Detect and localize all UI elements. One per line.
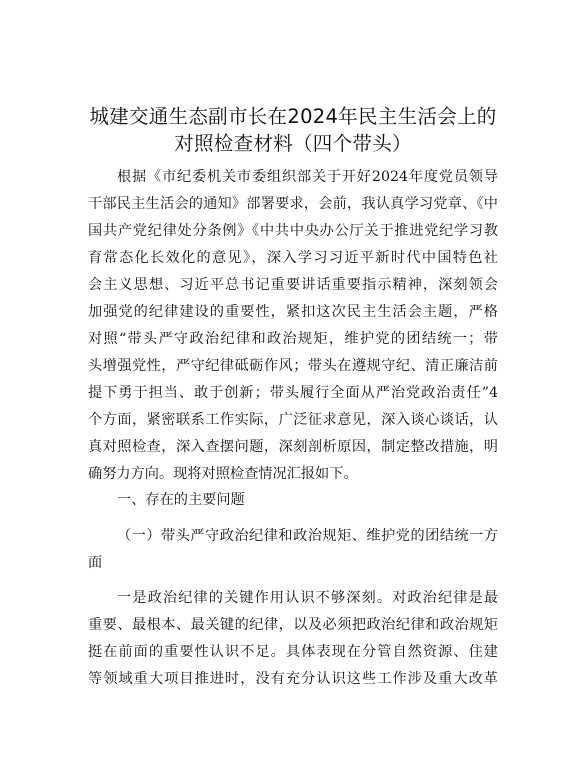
paragraph-2-line: 一是政治纪律的关键作用认识不够深刻。对政治纪律是最 [117, 590, 498, 606]
intro-line: 加强党的纪律建设的重要性，紧扣这次民主生活会主题，严格 [88, 304, 498, 320]
intro-line: 会主义思想、习近平总书记重要讲话重要指示精神，深刻领会 [88, 277, 498, 293]
intro-line: 国共产党纪律处分条例》《中共中央办公厅关于推进党纪学习教 [88, 223, 498, 239]
paragraph-2-line: 等领域重大项目推进时，没有充分认识这些工作涉及重大改革 [88, 671, 498, 687]
intro-line: 育常态化长效化的意见》，深入学习习近平新时代中国特色社 [88, 250, 498, 266]
intro-line: 干部民主生活会的通知》部署要求，会前，我认真学习党章、《中 [88, 196, 498, 212]
document-title-line-1: 城建交通生态副市长在2024年民主生活会上的 [89, 105, 497, 128]
intro-line: 对照“带头严守政治纪律和政治规矩，维护党的团结统一；带 [88, 331, 498, 347]
section-heading-text: 一、存在的主要问题 [117, 492, 245, 508]
intro-line: 根据《市纪委机关市委组织部关于开好2024年度党员领导 [117, 169, 498, 185]
subsection-heading-line: （一）带头严守政治纪律和政治规矩、维护党的团结统一方 [117, 528, 498, 544]
paragraph-2-line: 挺在前面的重要性认识不足。具体表现在分管自然资源、住建 [88, 644, 498, 660]
subsection-heading-line: 面 [88, 555, 103, 571]
intro-line: 确努力方向。现将对照检查情况汇报如下。 [88, 466, 358, 482]
intro-line: 头增强党性，严守纪律砥砺作风；带头在遵规守纪、清正廉洁前 [88, 358, 498, 374]
document-title-line-2: 对照检查材料（四个带头） [174, 132, 412, 155]
intro-line: 个方面，紧密联系工作实际，广泛征求意见，深入谈心谈话，认 [88, 412, 498, 428]
subsection-heading [88, 523, 498, 577]
intro-line: 真对照检查，深入查摆问题，深刻剖析原因，制定整改措施，明 [88, 439, 498, 455]
intro-paragraph [88, 164, 498, 488]
paragraph-2 [88, 585, 498, 693]
section-heading [88, 487, 498, 514]
intro-line: 提下勇于担当、敢于创新；带头履行全面从严治党政治责任”4 [88, 385, 498, 401]
paragraph-2-line: 重要、最根本、最关键的纪律，以及必须把政治纪律和政治规矩 [88, 617, 498, 633]
